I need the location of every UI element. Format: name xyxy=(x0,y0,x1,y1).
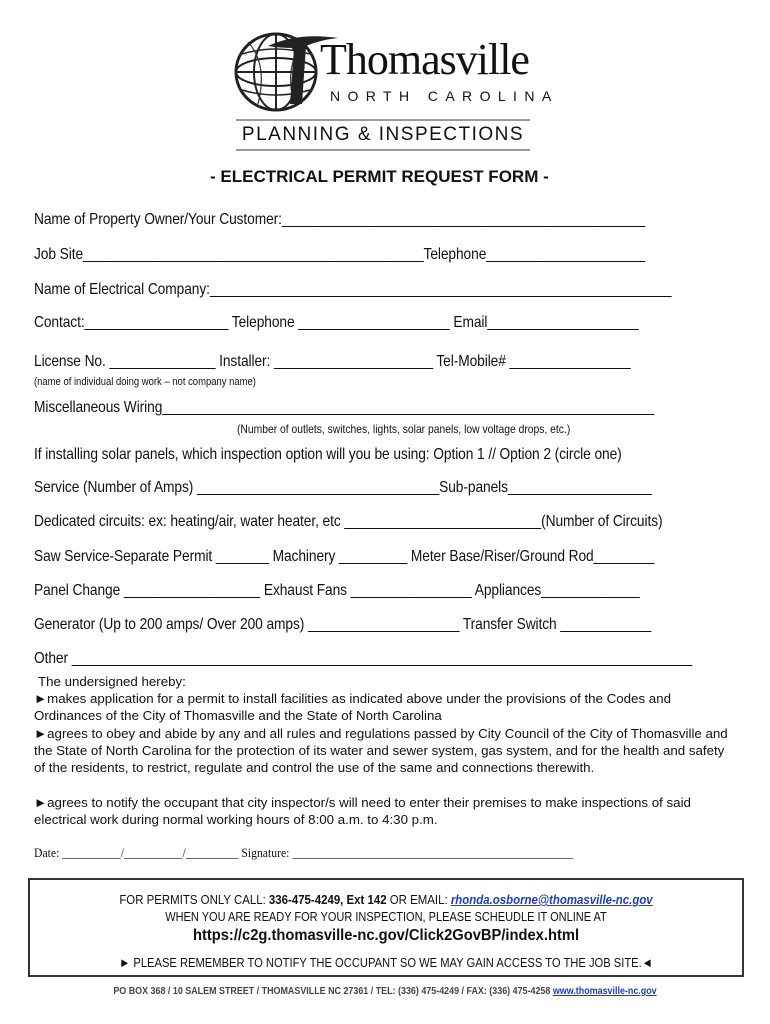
job-site-field[interactable]: Job Site_____________________________________________Telephone_____________________ xyxy=(34,246,646,263)
footer-address-line xyxy=(58,985,713,997)
permit-phone: 336-475-4249, Ext 142 xyxy=(268,892,387,907)
solar-option-field[interactable]: If installing solar panels, which inspection option will you be using: Option 1 // Option 2 (circle one) xyxy=(34,446,622,463)
call-prefix: FOR PERMITS ONLY CALL: xyxy=(119,892,269,907)
other-field[interactable]: Other __________________________________________________________________________________ xyxy=(34,650,693,667)
logo-city-name: Thomasville xyxy=(320,35,529,84)
logo-state: NORTH CAROLINA xyxy=(330,88,559,104)
electrical-company-field[interactable]: Name of Electrical Company:_____________________________________________________________ xyxy=(34,281,672,298)
contact-field[interactable]: Contact:___________________ Telephone ____________________ Email____________________ xyxy=(34,314,639,331)
agreement-intro: The undersigned hereby: xyxy=(38,674,186,689)
misc-wiring-note: (Number of outlets, switches, lights, solar panels, low voltage drops, etc.) xyxy=(237,422,571,436)
email-link[interactable]: rhonda.osborne@thomasville-nc.gov xyxy=(450,892,653,907)
thomasville-logo xyxy=(228,24,559,154)
date-signature-line[interactable]: Date: __________/__________/_________ Signature: ________________________________________________ xyxy=(34,845,574,860)
owner-name-field[interactable]: Name of Property Owner/Your Customer:________________________________________________ xyxy=(34,211,646,228)
contact-info-box xyxy=(28,878,744,977)
schedule-online-text: WHEN YOU ARE READY FOR YOUR INSPECTION, PLEASE SCHEUDLE IT ONLINE AT xyxy=(165,910,607,924)
dedicated-circuits-field[interactable]: Dedicated circuits: ex: heating/air, water heater, etc __________________________(Number of Circuits) xyxy=(34,513,663,530)
logo-department: PLANNING & INSPECTIONS xyxy=(241,124,525,145)
email-prefix: OR EMAIL: xyxy=(386,892,451,907)
service-amps-field[interactable]: Service (Number of Amps) ________________________________Sub-panels___________________ xyxy=(34,479,652,496)
panel-change-field[interactable]: Panel Change __________________ Exhaust Fans ________________ Appliances_____________ xyxy=(34,582,640,599)
agreement-item-3: ►agrees to notify the occupant that city inspector/s will need to enter their premises to make inspections of said electrical work during normal working hours of 8:00 a.m. to 4:30 p.m. xyxy=(34,795,691,828)
permit-call-line xyxy=(73,892,700,907)
form-title: - ELECTRICAL PERMIT REQUEST FORM - xyxy=(210,167,549,186)
license-field[interactable]: License No. ______________ Installer: _____________________ Tel-Mobile# ________________ xyxy=(34,353,631,370)
reminder-text: ► PLEASE REMEMBER TO NOTIFY THE OCCUPANT SO WE MAY GAIN ACCESS TO THE JOB SITE.◄ xyxy=(119,955,653,970)
saw-service-field[interactable]: Saw Service-Separate Permit _______ Machinery _________ Meter Base/Riser/Ground Rod________ xyxy=(34,548,655,565)
click2gov-url[interactable]: https://c2g.thomasville-nc.gov/Click2GovBP/index.html xyxy=(192,927,580,944)
footer-address: PO BOX 368 / 10 SALEM STREET / THOMASVILLE NC 27361 / TEL: (336) 475-4249 / FAX: (336) 475-4258 xyxy=(113,985,553,997)
footer-website-link[interactable]: www.thomasville-nc.gov xyxy=(552,985,657,997)
generator-field[interactable]: Generator (Up to 200 amps/ Over 200 amps) ____________________ Transfer Switch ____________ xyxy=(34,616,652,633)
misc-wiring-field[interactable]: Miscellaneous Wiring_________________________________________________________________ xyxy=(34,399,655,416)
agreement-item-2: ►agrees to obey and abide by any and all rules and regulations passed by City Council of the City of Thomasville and the State of North Carolina for the protection of its water and sewer system, gas system, and for the health and safety of the residents, to restrict, regulate and control the use of the same and connections therewith. xyxy=(34,726,728,776)
agreement-item-1: ►makes application for a permit to install facilities as indicated above under the provisions of the Codes and Ordinances of the City of Thomasville and the State of North Carolina xyxy=(34,691,671,724)
license-note: (name of individual doing work – not company name) xyxy=(34,376,256,388)
